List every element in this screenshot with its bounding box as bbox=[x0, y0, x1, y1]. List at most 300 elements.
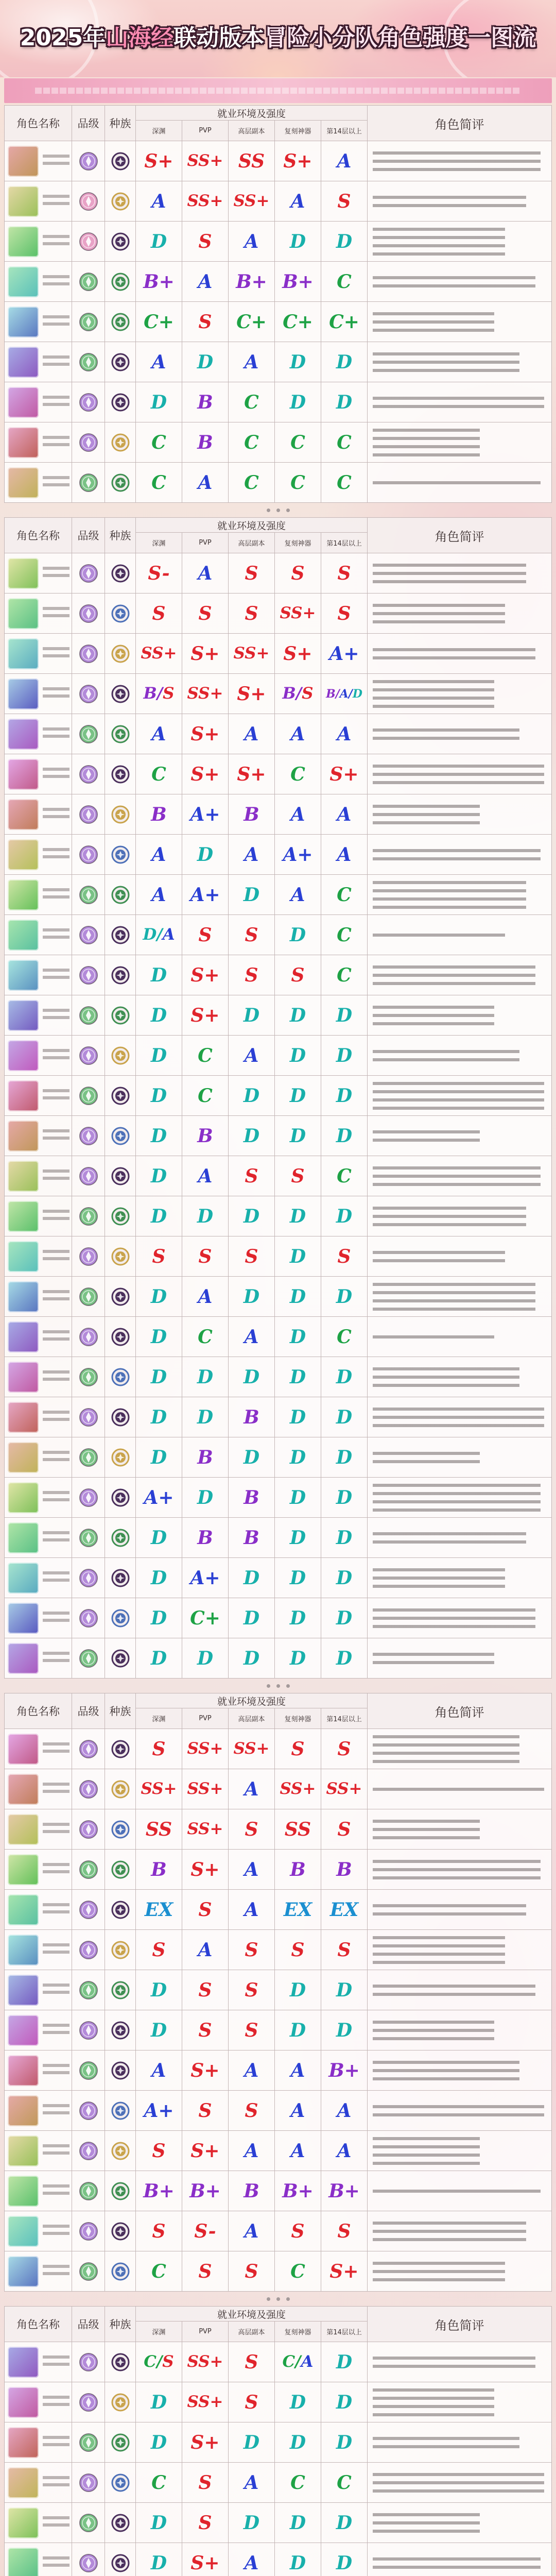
grade-value: D bbox=[289, 2512, 306, 2534]
grade-value: D bbox=[289, 1406, 306, 1428]
comment-cell bbox=[368, 463, 552, 503]
grade-value-part: B/ bbox=[326, 687, 340, 701]
grade-cell bbox=[229, 1970, 275, 2010]
table-row bbox=[4, 463, 552, 503]
character-name-text bbox=[43, 1903, 70, 1917]
comment-text bbox=[373, 728, 519, 740]
table-row bbox=[4, 553, 552, 594]
rarity-cell bbox=[72, 382, 105, 422]
race-emblem-icon bbox=[111, 1940, 130, 1960]
character-cell bbox=[4, 2171, 72, 2211]
comment-cell bbox=[368, 2171, 552, 2211]
character-avatar bbox=[8, 307, 39, 337]
grade-value: D bbox=[289, 230, 306, 252]
character-cell bbox=[4, 2382, 72, 2422]
grade-cell bbox=[182, 2382, 229, 2422]
character-avatar bbox=[8, 1161, 39, 1192]
notice-strip bbox=[4, 78, 552, 103]
grade-value: D bbox=[150, 1979, 167, 2001]
race-emblem-icon bbox=[111, 1780, 130, 1799]
grade-cell bbox=[229, 1236, 275, 1277]
character-name-text bbox=[43, 235, 70, 248]
comment-text bbox=[373, 2021, 494, 2040]
race-emblem-icon bbox=[111, 1980, 130, 2000]
race-emblem-icon bbox=[111, 1860, 130, 1879]
grade-cell bbox=[229, 1478, 275, 1518]
grade-value: SS+ bbox=[141, 1780, 177, 1798]
grade-value: D bbox=[336, 230, 353, 252]
grade-value: D bbox=[289, 1285, 306, 1308]
race-cell bbox=[105, 1437, 136, 1478]
grade-value: D bbox=[336, 1446, 353, 1468]
table-header bbox=[4, 517, 552, 553]
character-avatar bbox=[8, 226, 39, 257]
grade-cell bbox=[136, 1558, 182, 1598]
rarity-cell bbox=[72, 302, 105, 342]
grade-value: C+ bbox=[283, 311, 313, 333]
character-cell bbox=[4, 2342, 72, 2382]
character-cell bbox=[4, 553, 72, 594]
grade-cell bbox=[275, 1236, 321, 1277]
grade-value: D bbox=[150, 1044, 167, 1066]
comment-text bbox=[373, 2513, 480, 2533]
grade-cell bbox=[136, 2010, 182, 2050]
character-name-text bbox=[43, 1823, 70, 1836]
race-cell bbox=[105, 1478, 136, 1518]
grade-value: SS+ bbox=[326, 1780, 362, 1798]
grade-cell bbox=[229, 1890, 275, 1930]
grade-cell bbox=[321, 463, 368, 503]
race-emblem-icon bbox=[111, 272, 130, 292]
grade-value: D bbox=[336, 1647, 353, 1669]
comment-text bbox=[373, 1452, 480, 1463]
grade-value: B+ bbox=[236, 270, 267, 293]
grade-cell bbox=[321, 422, 368, 463]
grade-cell bbox=[136, 915, 182, 955]
grade-cell bbox=[136, 794, 182, 835]
grade-value: D bbox=[289, 1326, 306, 1348]
grade-cell bbox=[136, 594, 182, 634]
grade-cell bbox=[136, 382, 182, 422]
grade-cell bbox=[275, 835, 321, 875]
grade-cell bbox=[182, 141, 229, 181]
grade-cell bbox=[136, 835, 182, 875]
grade-value: D bbox=[289, 1607, 306, 1629]
table-row bbox=[4, 1076, 552, 1116]
character-avatar bbox=[8, 1482, 39, 1513]
grade-value: S bbox=[245, 924, 258, 946]
header-env-column: PVP bbox=[182, 2321, 229, 2342]
character-cell bbox=[4, 754, 72, 794]
grade-cell bbox=[275, 594, 321, 634]
race-cell bbox=[105, 1890, 136, 1930]
comment-text bbox=[373, 564, 526, 583]
character-cell bbox=[4, 1930, 72, 1970]
race-cell bbox=[105, 754, 136, 794]
comment-text bbox=[373, 805, 480, 824]
character-name-text bbox=[43, 1984, 70, 1997]
table-row bbox=[4, 1437, 552, 1478]
character-name-text bbox=[43, 1451, 70, 1464]
grade-value: B bbox=[197, 391, 213, 413]
race-emblem-icon bbox=[111, 2061, 130, 2080]
rarity-cell bbox=[72, 2050, 105, 2091]
grade-cell bbox=[275, 674, 321, 714]
grade-cell bbox=[229, 1036, 275, 1076]
grade-cell bbox=[182, 1850, 229, 1890]
table-row bbox=[4, 2503, 552, 2543]
race-cell bbox=[105, 1116, 136, 1156]
grade-value: S bbox=[337, 602, 351, 624]
comment-text bbox=[373, 1082, 544, 1110]
grade-cell bbox=[275, 342, 321, 382]
grade-value: S+ bbox=[190, 642, 220, 665]
grade-value: D bbox=[289, 924, 306, 946]
grade-value: S bbox=[245, 1245, 258, 1267]
rarity-cell bbox=[72, 674, 105, 714]
grade-cell bbox=[229, 1317, 275, 1357]
character-avatar bbox=[8, 2347, 39, 2378]
grade-value-part: S bbox=[302, 684, 314, 703]
race-cell bbox=[105, 553, 136, 594]
race-cell bbox=[105, 2463, 136, 2503]
character-name-text bbox=[43, 888, 70, 902]
grade-value: A+ bbox=[144, 2099, 174, 2122]
comment-cell bbox=[368, 674, 552, 714]
rarity-badge-icon bbox=[78, 2100, 99, 2121]
divider-dot bbox=[286, 2297, 290, 2301]
grade-value: S bbox=[198, 1899, 212, 1921]
grade-cell bbox=[275, 1598, 321, 1638]
comment-cell bbox=[368, 1076, 552, 1116]
grade-cell bbox=[136, 1930, 182, 1970]
rarity-cell bbox=[72, 875, 105, 915]
character-avatar bbox=[8, 1080, 39, 1111]
grade-cell bbox=[229, 463, 275, 503]
grade-cell bbox=[136, 754, 182, 794]
character-name-text bbox=[43, 2516, 70, 2530]
grade-cell bbox=[275, 1357, 321, 1397]
grade-value: A bbox=[151, 884, 166, 906]
grade-cell bbox=[275, 1638, 321, 1679]
race-cell bbox=[105, 2211, 136, 2251]
comment-cell bbox=[368, 1196, 552, 1236]
character-name-text bbox=[43, 2355, 70, 2369]
character-avatar bbox=[8, 638, 39, 669]
grade-cell bbox=[136, 1076, 182, 1116]
character-cell bbox=[4, 2422, 72, 2463]
grade-cell bbox=[275, 714, 321, 754]
character-avatar bbox=[8, 2256, 39, 2287]
character-avatar bbox=[8, 1201, 39, 1232]
character-cell bbox=[4, 1317, 72, 1357]
grade-cell bbox=[275, 222, 321, 262]
rarity-cell bbox=[72, 1277, 105, 1317]
grade-value: A+ bbox=[190, 803, 220, 825]
grade-value: A+ bbox=[144, 1486, 174, 1509]
divider-dot bbox=[267, 509, 270, 512]
character-name-text bbox=[43, 1612, 70, 1625]
grade-cell bbox=[136, 1317, 182, 1357]
character-avatar bbox=[8, 1321, 39, 1352]
rarity-cell bbox=[72, 955, 105, 995]
grade-cell bbox=[321, 2251, 368, 2292]
grade-cell bbox=[321, 1156, 368, 1196]
table-row bbox=[4, 2251, 552, 2292]
grade-value: S bbox=[291, 562, 305, 584]
grade-cell bbox=[229, 955, 275, 995]
header-comment: 角色简评 bbox=[368, 1693, 552, 1729]
grade-value: A bbox=[290, 2140, 305, 2162]
grade-cell bbox=[182, 2171, 229, 2211]
grade-value: A bbox=[337, 723, 352, 745]
grade-value: S bbox=[337, 190, 351, 212]
grade-cell bbox=[136, 262, 182, 302]
table-row bbox=[4, 2010, 552, 2050]
grade-cell bbox=[229, 1357, 275, 1397]
race-cell bbox=[105, 342, 136, 382]
race-cell bbox=[105, 2010, 136, 2050]
rarity-cell bbox=[72, 141, 105, 181]
grade-cell bbox=[182, 382, 229, 422]
grade-value-part: S bbox=[163, 684, 175, 703]
grade-value: A bbox=[244, 723, 259, 745]
comment-cell bbox=[368, 1357, 552, 1397]
character-name-text bbox=[43, 1089, 70, 1103]
table-row bbox=[4, 754, 552, 794]
character-cell bbox=[4, 1116, 72, 1156]
grade-cell bbox=[275, 754, 321, 794]
character-avatar bbox=[8, 1643, 39, 1674]
race-emblem-icon bbox=[111, 1488, 130, 1507]
table-row bbox=[4, 955, 552, 995]
race-cell bbox=[105, 1277, 136, 1317]
character-cell bbox=[4, 1397, 72, 1437]
table-row bbox=[4, 794, 552, 835]
grade-value: C bbox=[198, 1326, 213, 1348]
grade-value: A bbox=[337, 843, 352, 866]
grade-value: D bbox=[289, 1979, 306, 2001]
grade-cell bbox=[275, 1196, 321, 1236]
grade-value: S bbox=[152, 1738, 166, 1760]
page-title bbox=[0, 23, 556, 54]
grade-value: S bbox=[245, 1979, 258, 2001]
grade-cell bbox=[136, 181, 182, 222]
character-name-text bbox=[43, 2225, 70, 2238]
grade-cell bbox=[275, 181, 321, 222]
grade-cell bbox=[182, 1036, 229, 1076]
grade-value: D bbox=[336, 2552, 353, 2574]
grade-value: A+ bbox=[190, 1567, 220, 1589]
grade-value: S bbox=[337, 1939, 351, 1961]
grade-cell bbox=[136, 1277, 182, 1317]
grade-value: A bbox=[244, 843, 259, 866]
table-row bbox=[4, 2422, 552, 2463]
comment-cell bbox=[368, 2382, 552, 2422]
header-character-name: 角色名称 bbox=[4, 2306, 72, 2342]
grade-value: SS bbox=[145, 1818, 172, 1840]
rarity-badge-icon bbox=[78, 2392, 99, 2413]
grade-value: A bbox=[290, 190, 305, 212]
grade-cell bbox=[182, 1809, 229, 1850]
comment-cell bbox=[368, 1890, 552, 1930]
grade-value: A bbox=[151, 190, 166, 212]
grade-cell bbox=[321, 2503, 368, 2543]
rarity-cell bbox=[72, 835, 105, 875]
race-cell bbox=[105, 1809, 136, 1850]
rarity-badge-icon bbox=[78, 2060, 99, 2081]
grade-value: S bbox=[245, 2260, 258, 2282]
grade-value: A bbox=[244, 2140, 259, 2162]
grade-value: SS+ bbox=[280, 1780, 316, 1798]
character-cell bbox=[4, 1890, 72, 1930]
rarity-badge-icon bbox=[78, 1819, 99, 1840]
grade-cell bbox=[321, 2010, 368, 2050]
grade-cell bbox=[229, 2543, 275, 2576]
comment-cell bbox=[368, 2091, 552, 2131]
grade-value-part: A bbox=[162, 925, 175, 944]
character-name-text bbox=[43, 155, 70, 168]
comment-cell bbox=[368, 302, 552, 342]
grade-value: S+ bbox=[190, 2140, 220, 2162]
race-emblem-icon bbox=[111, 1608, 130, 1628]
grade-value: A bbox=[290, 723, 305, 745]
grade-cell bbox=[182, 2211, 229, 2251]
grade-value: D bbox=[289, 1125, 306, 1147]
grade-cell bbox=[229, 1850, 275, 1890]
grade-value: SS+ bbox=[187, 2352, 223, 2371]
grade-value: S bbox=[337, 1738, 351, 1760]
comment-text bbox=[373, 1130, 480, 1142]
character-cell bbox=[4, 1558, 72, 1598]
table-row bbox=[4, 2171, 552, 2211]
header-race: 种族 bbox=[105, 517, 136, 553]
grade-value: D bbox=[289, 1044, 306, 1066]
race-cell bbox=[105, 2382, 136, 2422]
grade-value: S bbox=[291, 964, 305, 986]
race-emblem-icon bbox=[111, 433, 130, 452]
table-row bbox=[4, 2211, 552, 2251]
rarity-cell bbox=[72, 2091, 105, 2131]
rarity-cell bbox=[72, 2463, 105, 2503]
rarity-badge-icon bbox=[78, 151, 99, 172]
race-cell bbox=[105, 794, 136, 835]
grade-value: D bbox=[243, 1607, 260, 1629]
comment-cell bbox=[368, 2211, 552, 2251]
grade-value-part: B/ bbox=[143, 684, 163, 703]
comment-text bbox=[373, 1936, 505, 1964]
race-cell bbox=[105, 302, 136, 342]
title-subject: 冒险小分队角色强度一图流 bbox=[264, 25, 536, 51]
rarity-badge-icon bbox=[78, 1940, 99, 1960]
rarity-badge-icon bbox=[78, 844, 99, 865]
grade-cell bbox=[275, 1930, 321, 1970]
comment-text bbox=[373, 2137, 480, 2165]
grade-cell bbox=[229, 181, 275, 222]
comment-text bbox=[373, 481, 541, 484]
character-cell bbox=[4, 1518, 72, 1558]
comment-text bbox=[373, 1532, 526, 1544]
grade-value: S bbox=[245, 1818, 258, 1840]
rarity-badge-icon bbox=[78, 804, 99, 825]
rarity-badge-icon bbox=[78, 2181, 99, 2201]
grade-value: D bbox=[289, 1486, 306, 1509]
grade-value: D bbox=[289, 1366, 306, 1388]
grade-cell bbox=[182, 714, 229, 754]
comment-text bbox=[373, 1608, 535, 1628]
grade-cell bbox=[275, 1277, 321, 1317]
character-cell bbox=[4, 382, 72, 422]
grade-cell bbox=[321, 1437, 368, 1478]
grade-cell bbox=[275, 1116, 321, 1156]
rarity-cell bbox=[72, 1890, 105, 1930]
grade-cell bbox=[229, 1930, 275, 1970]
character-name-text bbox=[43, 275, 70, 289]
header-race: 种族 bbox=[105, 105, 136, 141]
grade-cell bbox=[136, 2342, 182, 2382]
grade-cell bbox=[136, 1116, 182, 1156]
grade-cell bbox=[321, 2422, 368, 2463]
grade-value: S bbox=[198, 602, 212, 624]
grade-value: B bbox=[336, 1858, 352, 1880]
grade-cell bbox=[182, 594, 229, 634]
character-cell bbox=[4, 141, 72, 181]
grade-cell bbox=[321, 2382, 368, 2422]
grade-value: S bbox=[152, 602, 166, 624]
character-name-text bbox=[43, 436, 70, 449]
character-name-text bbox=[43, 1210, 70, 1223]
character-avatar bbox=[8, 467, 39, 498]
race-emblem-icon bbox=[111, 2141, 130, 2161]
grade-cell bbox=[321, 1076, 368, 1116]
rarity-cell bbox=[72, 1638, 105, 1679]
grade-cell bbox=[182, 1397, 229, 1437]
character-cell bbox=[4, 875, 72, 915]
grade-value: D bbox=[150, 1607, 167, 1629]
comment-text bbox=[373, 429, 480, 456]
table-row bbox=[4, 1970, 552, 2010]
race-emblem-icon bbox=[111, 925, 130, 945]
grade-value: SS+ bbox=[233, 1739, 270, 1758]
grade-value: A bbox=[244, 351, 259, 373]
grade-cell bbox=[275, 463, 321, 503]
comment-cell bbox=[368, 2543, 552, 2576]
comment-text bbox=[373, 2105, 544, 2116]
comment-cell bbox=[368, 1809, 552, 1850]
comment-cell bbox=[368, 2342, 552, 2382]
grade-value: D bbox=[150, 1366, 167, 1388]
grade-value: C+ bbox=[329, 311, 359, 333]
grade-value: A bbox=[290, 884, 305, 906]
character-name-text bbox=[43, 2436, 70, 2449]
race-emblem-icon bbox=[111, 644, 130, 664]
rarity-cell bbox=[72, 594, 105, 634]
grade-cell bbox=[275, 302, 321, 342]
rarity-badge-icon bbox=[78, 885, 99, 905]
grade-value: SS+ bbox=[141, 644, 177, 663]
character-name-text bbox=[43, 1943, 70, 1957]
grade-cell bbox=[136, 463, 182, 503]
grade-value: S bbox=[291, 1738, 305, 1760]
rarity-cell bbox=[72, 2382, 105, 2422]
character-name-text bbox=[43, 195, 70, 208]
grade-value: A bbox=[198, 1285, 213, 1308]
grade-cell bbox=[275, 2503, 321, 2543]
character-avatar bbox=[8, 960, 39, 991]
grade-cell bbox=[229, 141, 275, 181]
race-cell bbox=[105, 835, 136, 875]
comment-text bbox=[373, 1335, 494, 1338]
